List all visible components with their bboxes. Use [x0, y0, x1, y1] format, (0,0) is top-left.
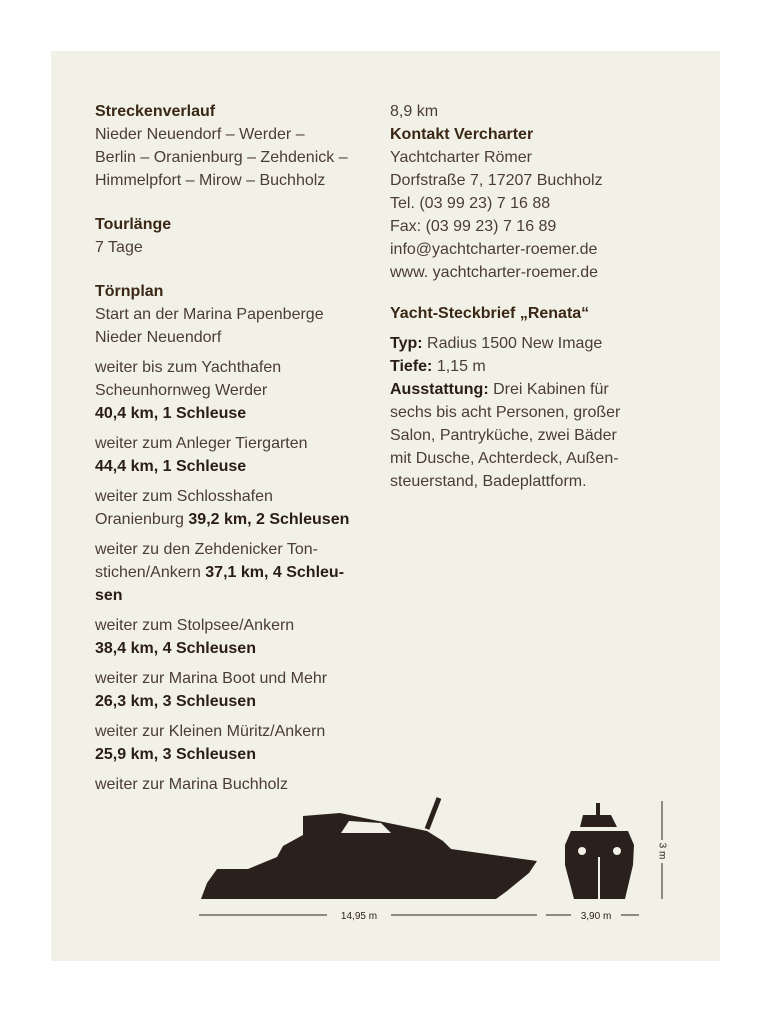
route-line: Nieder Neuendorf – Werder –: [95, 126, 305, 143]
plan-entry: [95, 538, 385, 607]
duration-heading: Tourlänge: [95, 216, 172, 233]
yacht-equipment-text: Salon, Pantryküche, zwei Bäder: [390, 427, 617, 444]
plan-text: weiter zur Kleinen Müritz/Ankern: [95, 723, 326, 740]
contact-fax: Fax: (03 99 23) 7 16 89: [390, 218, 557, 235]
plan-text: weiter zur Marina Buchholz: [95, 776, 288, 793]
plan-entry: [95, 614, 385, 660]
yacht-type-label: Typ:: [390, 335, 423, 352]
yacht-depth-value: 1,15 m: [432, 358, 486, 375]
plan-text: weiter zum Anleger Tiergarten: [95, 435, 308, 452]
width-dimension: [546, 911, 639, 922]
contact-email: info@yachtcharter-roemer.de: [390, 241, 598, 258]
route-line: Himmelpfort – Mirow – Buchholz: [95, 172, 326, 189]
yacht-front-view-icon: [565, 803, 634, 899]
plan-heading: Törnplan: [95, 283, 164, 300]
yacht-equipment-text: steuerstand, Badeplattform.: [390, 473, 587, 490]
plan-text: Start an der Marina Papenberge: [95, 306, 324, 323]
plan-text: weiter zu den Zehdenicker Ton-: [95, 541, 318, 558]
plan-text: weiter zum Schlosshafen: [95, 488, 273, 505]
plan-entry: [95, 356, 385, 425]
yacht-depth-label: Tiefe:: [390, 358, 433, 375]
yacht-type: [390, 332, 680, 355]
plan-distance: 26,3 km, 3 Schleusen: [95, 693, 256, 710]
yacht-equipment-label: Ausstattung:: [390, 381, 489, 398]
duration-value: 7 Tage: [95, 239, 143, 256]
page-card: [51, 51, 720, 961]
plan-distance: 38,4 km, 4 Schleusen: [95, 640, 256, 657]
contact-heading: Kontakt Vercharter: [390, 126, 534, 143]
plan-entry: [95, 432, 385, 478]
yacht-side-view-icon: [201, 798, 537, 899]
plan-distance: sen: [95, 587, 123, 604]
plan-distance: 39,2 km, 2 Schleusen: [188, 511, 350, 528]
plan-distance: 40,4 km, 1 Schleuse: [95, 405, 247, 422]
plan-text: weiter zur Marina Boot und Mehr: [95, 670, 328, 687]
yacht-heading: Yacht-Steckbrief „Renata“: [390, 305, 590, 322]
yacht-equipment-text: Drei Kabinen für: [488, 381, 609, 398]
plan-entry: [95, 667, 385, 713]
yacht-equipment: [390, 378, 680, 401]
yacht-equipment-text: sechs bis acht Personen, großer: [390, 404, 621, 421]
plan-distance: 25,9 km, 3 Schleusen: [95, 746, 256, 763]
plan-distance: 44,4 km, 1 Schleuse: [95, 458, 247, 475]
yacht-equipment-text: mit Dusche, Achterdeck, Außen-: [390, 450, 619, 467]
plan-text: Oranienburg: [95, 511, 189, 528]
left-column: [95, 100, 385, 796]
route-line: Berlin – Oranienburg – Zehdenick –: [95, 149, 348, 166]
yacht-depth: [390, 355, 680, 378]
length-dimension: [199, 911, 537, 922]
contact-line: Yachtcharter Römer: [390, 149, 532, 166]
plan-text: Nieder Neuendorf: [95, 329, 222, 346]
width-label: 3,90 m: [580, 911, 612, 922]
carry-over-distance: 8,9 km: [390, 103, 439, 120]
plan-entry: [95, 303, 385, 349]
plan-entry: [95, 773, 385, 796]
contact-website: www. yachtcharter-roemer.de: [390, 264, 599, 281]
plan-text: Scheunhornweg Werder: [95, 382, 268, 399]
height-label: 3 m: [656, 842, 668, 860]
plan-text: weiter zum Stolpsee/Ankern: [95, 617, 295, 634]
plan-text: stichen/Ankern: [95, 564, 206, 581]
yacht-type-value: Radius 1500 New Image: [422, 335, 603, 352]
right-column: [390, 100, 680, 493]
route-heading: Streckenverlauf: [95, 103, 216, 120]
contact-phone: Tel. (03 99 23) 7 16 88: [390, 195, 551, 212]
plan-distance: 37,1 km, 4 Schleu-: [205, 564, 345, 581]
plan-text: weiter bis zum Yachthafen: [95, 359, 282, 376]
plan-entry: [95, 485, 385, 531]
length-label: 14,95 m: [340, 911, 378, 922]
contact-line: Dorfstraße 7, 17207 Buchholz: [390, 172, 603, 189]
height-dimension: [656, 801, 667, 899]
plan-entry: [95, 720, 385, 766]
